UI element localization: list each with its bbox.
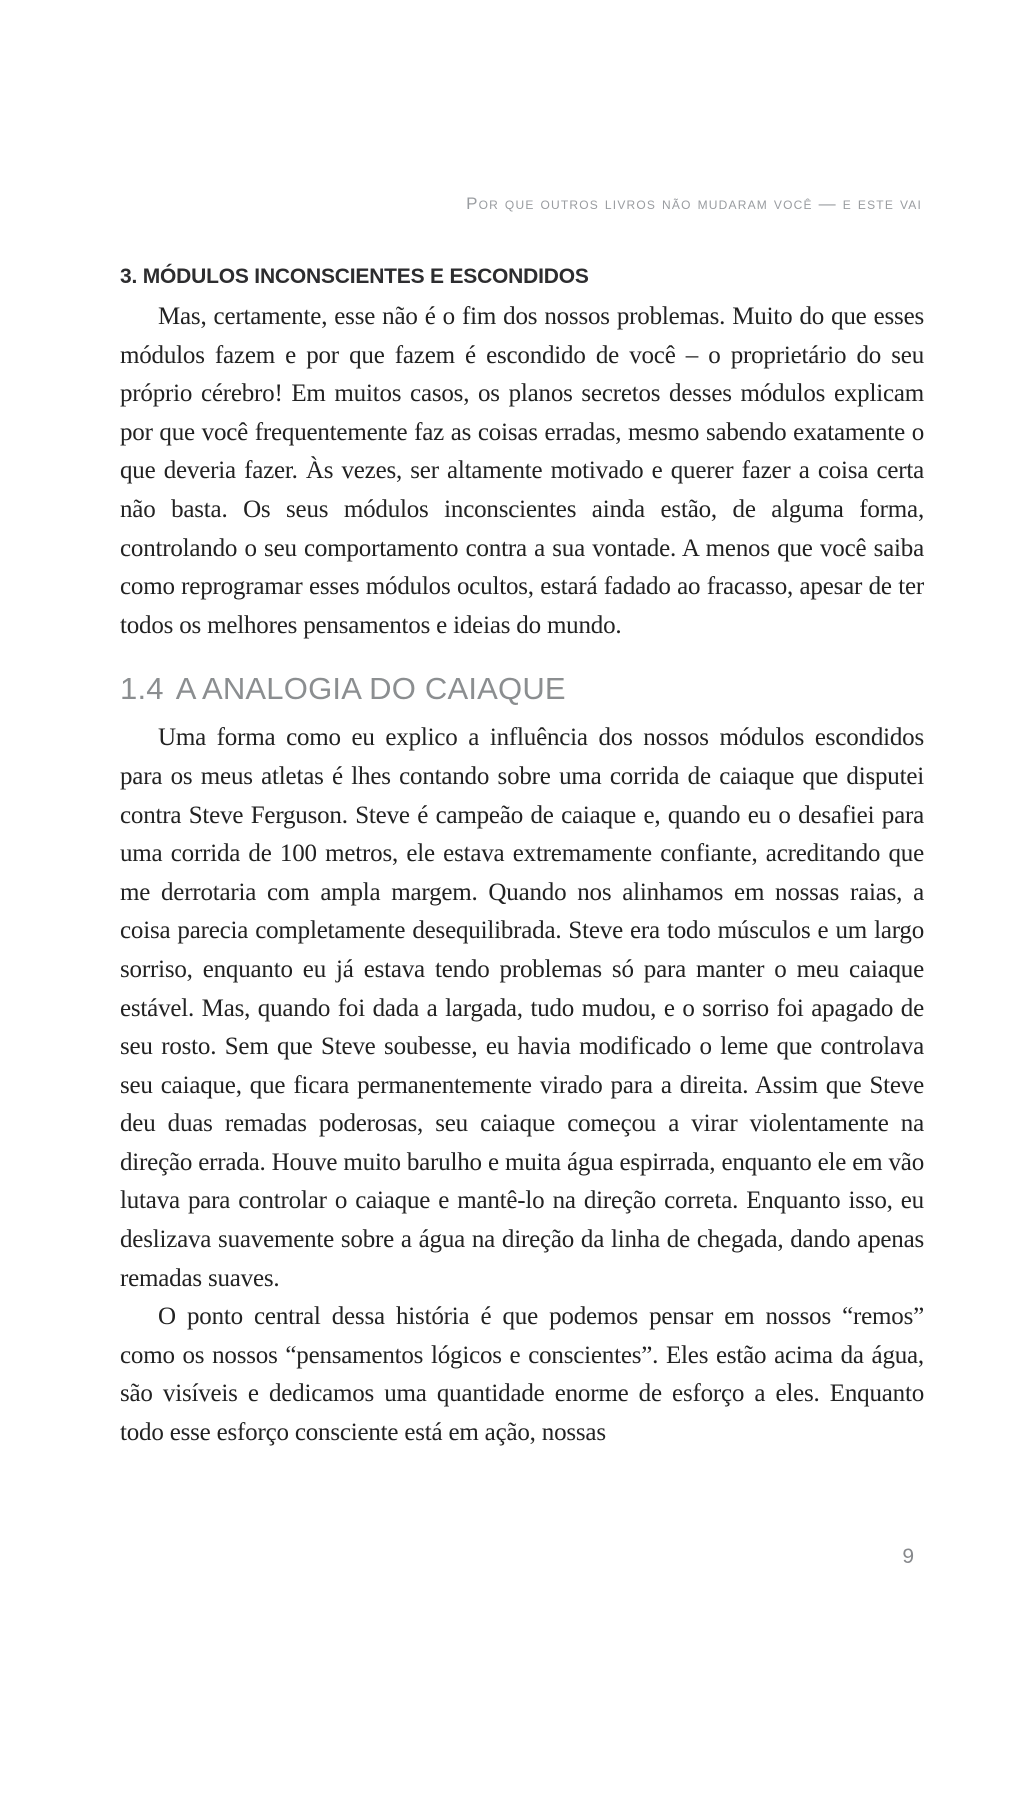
body-paragraph: Mas, certamente, esse não é o fim dos nossos problemas. Muito do que esses módulos fazem e por que fazem é escondido de você – o proprietário do seu próprio cérebro! Em muitos casos, os planos secretos desses módulos explicam por que você frequentemente faz as coisas erradas, mesmo sabendo exatamente o que deveria fazer. Às vezes, ser altamente motivado e querer fazer a coisa certa não basta. Os seus módulos inconscientes ainda estão, de alguma forma, controlando o seu comportamento contra a sua vontade. A menos que você saiba como reprogramar esses módulos ocultos, estará fadado ao fracasso, apesar de ter todos os melhores pensamentos e ideias do mundo. [120,303,924,639]
running-header: Por que outros livros não mudaram você — e este vai [466,194,922,213]
body-paragraph: Uma forma como eu explico a influência dos nossos módulos escondidos para os meus atletas é lhes contando sobre uma corrida de caiaque que disputei contra Steve Ferguson. Steve é campeão de caiaque e, quando eu o desafiei para uma corrida de 100 metros, ele estava extremamente confiante, acreditando que me derrotaria com ampla margem. Quando nos alinhamos em nossas raias, a coisa parecia completamente desequilibrada. Steve era todo músculos e um largo sorriso, enquanto eu já estava tendo problemas só para manter o meu caiaque estável. Mas, quando foi dada a largada, tudo mudou, e o sorriso foi apagado de seu rosto. Sem que Steve soubesse, eu havia modificado o leme que controlava seu caiaque, que ficara permanentemente virado para a direita. Assim que Steve deu duas remadas poderosas, seu caiaque começou a virar violentamente na direção errada. Houve muito barulho e muita água espirrada, enquanto ele em vão lutava para controlar o caiaque e mantê-lo na direção correta. Enquanto isso, eu deslizava suavemente sobre a água na direção da linha de chegada, dando apenas remadas suaves. [120,724,924,1292]
subsection-heading: 3. MÓDULOS INCONSCIENTES E ESCONDIDOS [120,265,589,288]
section-heading [120,671,924,707]
body-paragraph: O ponto central dessa história é que podemos pensar em nossos “remos” como os nossos “pensamentos lógicos e conscientes”. Eles estão acima da água, são visíveis e dedicamos uma quantidade enorme de esforço a eles. Enquanto todo esse esforço consciente está em ação, nossas [120,1303,924,1447]
text-block [120,194,924,1453]
section-number: 1.4 [120,671,164,707]
section-title: A ANALOGIA DO CAIAQUE [175,671,566,707]
page-number: 9 [902,1545,914,1568]
